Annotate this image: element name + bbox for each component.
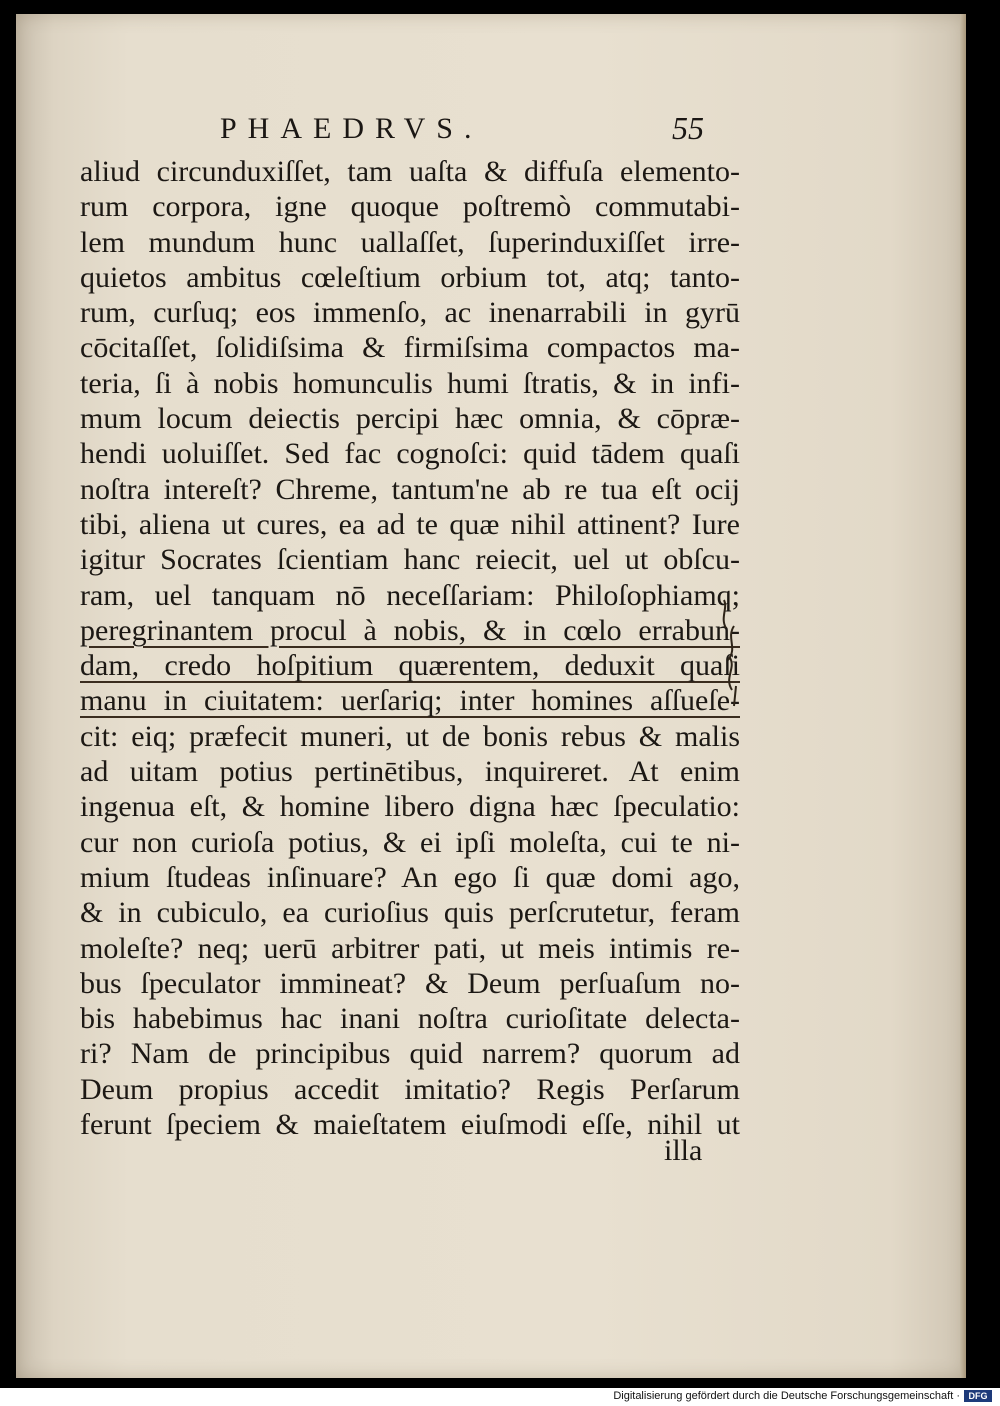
text-line: tibi, aliena ut cures, ea ad te quæ nihil attinent? Iure <box>80 507 740 541</box>
text-line: lem mundum hunc uallaſſet, ſuperinduxiſſet irre- <box>80 225 740 259</box>
page-header <box>16 110 966 150</box>
text-line: bis habebimus hac inani noſtra curioſitate delecta- <box>80 1002 740 1036</box>
text-line: hendi uoluiſſet. Sed fac cognoſci: quid tādem quaſi <box>80 437 740 471</box>
text-line: cur non curioſa potius, & ei ipſi moleſta, cui te ni- <box>80 825 740 859</box>
text-line: ferunt ſpeciem & maieſtatem eiuſmodi eſſe, nihil ut <box>80 1108 740 1142</box>
text-line: noſtra intereſt? Chreme, tantum'ne ab re tua eſt ocij <box>80 472 740 506</box>
book-page <box>16 14 966 1378</box>
text-line: ri? Nam de principibus quid narrem? quorum ad <box>80 1037 740 1071</box>
text-line: moleſte? neq; uerū arbitrer pati, ut meis intimis re- <box>80 931 740 965</box>
text-line: bus ſpeculator immineat? & Deum perſuaſum no- <box>80 966 740 1000</box>
page-edge <box>960 14 966 1378</box>
text-line: mium ſtudeas inſinuare? An ego ſi quæ domi ago, <box>80 860 740 894</box>
text-line: Deum propius accedit imitatio? Regis Perſarum <box>80 1072 740 1106</box>
margin-mark-icon <box>716 598 746 708</box>
text-line: dam, credo hoſpitium quærentem, deduxit quaſi <box>80 649 740 683</box>
text-line: peregrinantem procul à nobis, & in cœlo errabun- <box>80 613 740 647</box>
text-line: cōcitaſſet, ſolidiſsima & firmiſsima compactos ma- <box>80 331 740 365</box>
page-number: 55 <box>672 110 704 146</box>
running-title: PHAEDRVS. <box>220 112 483 145</box>
text-line: teria, ſi à nobis homunculis humi ſtratis, & in infi- <box>80 366 740 400</box>
text-line: ad uitam potius pertinētibus, inquireret. At enim <box>80 755 740 789</box>
footer-credit: Digitalisierung gefördert durch die Deutsche Forschungsgemeinschaft · <box>613 1390 960 1402</box>
catchword: illa <box>664 1134 703 1167</box>
text-line: rum, curſuq; eos immenſo, ac inenarrabili in gyrū <box>80 296 740 330</box>
text-line: cit: eiq; præfecit muneri, ut de bonis rebus & malis <box>80 719 740 753</box>
dfg-logo: DFG <box>964 1390 992 1402</box>
text-line: quietos ambitus cœleſtium orbium tot, atq; tanto- <box>80 260 740 294</box>
text-line: ram, uel tanquam nō neceſſariam: Philoſophiamq; <box>80 578 740 612</box>
text-line: aliud circunduxiſſet, tam uaſta & diffuſa elemento- <box>80 155 740 188</box>
body-text <box>80 154 740 1142</box>
text-line: manu in ciuitatem: uerſariq; inter homines aſſueſe- <box>80 684 740 718</box>
text-line: igitur Socrates ſcientiam hanc reiecit, uel ut obſcu- <box>80 543 740 577</box>
text-line: mum locum deiectis percipi hæc omnia, & cōpræ- <box>80 402 740 436</box>
text-line: rum corpora, igne quoque poſtremò commutabi- <box>80 190 740 224</box>
text-line: & in cubiculo, ea curioſius quis perſcrutetur, feram <box>80 896 740 930</box>
text-line: ingenua eſt, & homine libero digna hæc ſpeculatio: <box>80 790 740 824</box>
